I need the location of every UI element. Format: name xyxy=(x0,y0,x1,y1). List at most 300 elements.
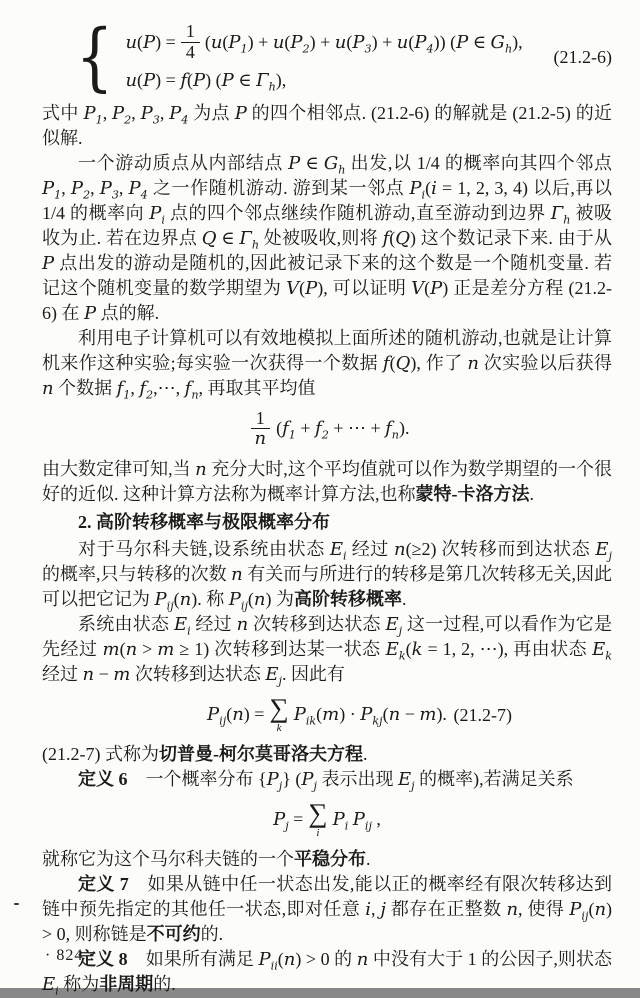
math-run: u xyxy=(334,31,347,53)
text-run: ( xyxy=(316,704,323,725)
math-subscript: h xyxy=(338,163,346,177)
math-run: n xyxy=(506,899,519,921)
math-subscript: ii xyxy=(270,959,278,973)
fraction-one-fourth xyxy=(181,22,200,63)
math-run: P xyxy=(207,704,220,726)
math-run: P xyxy=(332,809,345,831)
text-run: 就称它为这个马尔科夫链的一个 xyxy=(42,849,294,870)
text-run: 经过 xyxy=(42,664,83,685)
text-run: (21.2-7) 式称为 xyxy=(42,744,159,765)
text-run: ( xyxy=(382,704,389,725)
math-run: f xyxy=(382,352,390,374)
fraction-denominator xyxy=(250,429,272,449)
text-run: 式中 xyxy=(42,102,84,123)
math-subscript: 1 xyxy=(95,113,103,127)
math-run: n xyxy=(388,704,401,726)
math-run: n xyxy=(254,428,267,450)
fraction-one-over-n xyxy=(250,409,272,450)
text-run: ) ( xyxy=(205,69,222,90)
math-subscript: i xyxy=(55,984,59,998)
text-run: 次实验以后获得 xyxy=(478,352,613,373)
text-run: 定义 7 xyxy=(78,874,129,895)
text-run: ( xyxy=(408,31,415,52)
text-run: 处被吸收,则将 xyxy=(259,227,383,248)
math-run: E xyxy=(595,539,609,561)
math-run: m xyxy=(322,704,340,726)
paragraph-eq6-note xyxy=(42,101,612,151)
text-run: ( xyxy=(425,177,432,198)
paragraph-definition-8 xyxy=(42,947,612,997)
math-subscript: ik xyxy=(305,714,317,728)
math-run: P xyxy=(352,809,365,831)
text-run: 由大数定律可知,当 xyxy=(42,459,196,480)
text-run: 一个概率分布 { xyxy=(127,769,267,790)
math-subscript: 2 xyxy=(82,188,91,202)
math-run: n xyxy=(195,459,207,481)
math-subscript: 3 xyxy=(364,42,372,56)
math-subscript: j xyxy=(411,779,415,793)
math-run: E xyxy=(385,639,399,661)
text-run: 经过 xyxy=(190,614,237,635)
math-run: E xyxy=(592,639,606,661)
text-run: ) · xyxy=(339,704,361,725)
text-run: , xyxy=(159,102,170,123)
text-run: 利用电子计算机可以有效地模拟上面所述的随机游动,也就是让计算机来作这种实验;每实验一次获得一个数据 xyxy=(42,327,612,373)
math-run: E xyxy=(265,664,279,686)
paragraph-random-walk xyxy=(42,151,612,326)
math-subscript: h xyxy=(504,42,513,56)
text-run: 有关而与所进行的转移是第几次转移无关,因此可以把它记为 xyxy=(42,564,613,610)
text-run: ). xyxy=(436,704,447,725)
text-run: . xyxy=(362,744,368,765)
text-run: 如果所有满足 xyxy=(127,949,259,970)
math-run: n xyxy=(232,704,244,726)
math-subscript: i xyxy=(187,624,191,638)
math-subscript: j xyxy=(608,549,613,563)
equation-line-2 xyxy=(125,68,522,93)
text-run: 的. xyxy=(153,974,176,995)
text-run: 次转移到达状态 xyxy=(130,664,266,685)
summation-symbol xyxy=(269,695,288,734)
math-run: n xyxy=(253,589,266,611)
math-run: P xyxy=(112,102,125,124)
math-run: P xyxy=(288,152,301,174)
text-run: 都存在正整数 xyxy=(386,899,507,920)
math-subscript: ij xyxy=(240,599,248,613)
text-run: 2. 高阶转移概率与极限概率分布 xyxy=(78,512,330,533)
math-run: n xyxy=(594,899,607,921)
math-run: u xyxy=(125,31,138,53)
math-run: m xyxy=(419,704,437,726)
text-run: − xyxy=(400,704,420,725)
text-run: 一个游动质点从内部结点 xyxy=(78,152,289,173)
text-run: 非周期 xyxy=(99,974,154,995)
paragraph-markov-definition xyxy=(42,537,612,612)
text-run: ( xyxy=(588,899,595,920)
math-subscript: 2 xyxy=(321,428,329,442)
math-run: P xyxy=(569,899,582,921)
paragraph-definition-7 xyxy=(42,872,612,947)
math-run: m xyxy=(157,639,175,661)
text-run: 充分大时,这个平均值就可以作为数学期望的一个很好的近似. 这种计算方法称为概率计算方法,也称 xyxy=(42,459,612,505)
text-run: 作了 xyxy=(420,352,468,373)
math-run: G xyxy=(323,152,339,174)
math-run: f xyxy=(382,227,390,249)
math-run: P xyxy=(414,31,427,53)
text-run: . xyxy=(402,589,407,610)
text-run: ∈ xyxy=(300,152,324,173)
text-run: ) = xyxy=(155,31,176,52)
text-run: , xyxy=(90,177,100,198)
math-run: P xyxy=(84,302,97,324)
text-run: 为 xyxy=(271,589,294,610)
text-run: ( xyxy=(204,31,211,52)
text-run: ), xyxy=(410,352,421,373)
math-subscript: k xyxy=(398,649,406,663)
left-brace-symbol: { xyxy=(76,14,114,100)
equation-line-1 xyxy=(125,22,522,63)
text-run: , xyxy=(61,177,71,198)
text-run: + ⋯ + xyxy=(328,418,386,439)
text-run: ( xyxy=(276,418,283,439)
math-run: P xyxy=(352,31,365,53)
math-subscript: kj xyxy=(372,714,383,728)
paragraph-computer-simulation xyxy=(42,326,612,401)
text-run: 切普曼-柯尔莫哥洛夫方程 xyxy=(158,744,363,765)
math-subscript: 1 xyxy=(123,388,131,402)
math-run: i xyxy=(365,899,371,921)
text-run: ( xyxy=(389,352,396,373)
text-run: ( xyxy=(137,69,144,90)
math-run: f xyxy=(385,418,392,440)
math-run: P xyxy=(140,102,153,124)
math-expression xyxy=(205,30,523,55)
math-run: V xyxy=(286,277,300,299)
text-run: 次转移到达状态 xyxy=(248,614,386,635)
text-run: ) + xyxy=(371,31,397,52)
math-run: P xyxy=(456,31,469,53)
text-run: > xyxy=(137,639,158,660)
text-run: ) xyxy=(410,227,417,248)
math-subscript: h xyxy=(563,213,571,227)
math-subscript: n xyxy=(391,428,399,442)
math-run: P xyxy=(193,69,206,91)
equation-number: (21.2-7) xyxy=(453,704,512,725)
fraction-denominator xyxy=(181,43,200,63)
text-run: − xyxy=(94,664,114,685)
paragraph-chapman-kolmogorov xyxy=(42,742,612,767)
text-run: 这一过程,可以看作为它是先经过 xyxy=(42,614,613,660)
text-run: ( xyxy=(284,31,291,52)
math-expression xyxy=(273,807,303,832)
math-run: f xyxy=(139,377,147,399)
math-run: G xyxy=(490,31,505,53)
text-run: 被吸收为止. 若在边界点 xyxy=(42,202,612,248)
math-run: P xyxy=(143,69,156,91)
text-run: 的概率),若满足关系 xyxy=(414,769,574,790)
math-run: P xyxy=(234,102,247,124)
math-subscript: k xyxy=(605,649,612,663)
text-run: 系统由状态 xyxy=(78,614,174,635)
text-run: 1 xyxy=(255,407,265,428)
text-run: )) ( xyxy=(433,31,457,52)
math-run: P xyxy=(42,252,55,274)
math-run: P xyxy=(228,31,241,53)
math-run: E xyxy=(42,974,56,996)
math-run: E xyxy=(385,614,399,636)
math-subscript: j xyxy=(313,779,317,793)
math-run: Q xyxy=(395,352,411,374)
equation-21-2-7 xyxy=(42,695,612,734)
text-run: ) xyxy=(265,589,272,610)
math-expression xyxy=(276,416,409,441)
math-subscript: 4 xyxy=(140,188,148,202)
text-run: ) + xyxy=(309,31,335,52)
math-run: n xyxy=(236,614,249,636)
text-run: 的. xyxy=(200,924,224,945)
math-run: P xyxy=(42,177,55,199)
section-heading-2 xyxy=(42,510,612,535)
math-run: f xyxy=(184,377,192,399)
math-subscript: n xyxy=(191,388,199,402)
text-run: ( xyxy=(277,949,284,970)
text-run: 则称链是 xyxy=(70,924,147,945)
text-run: . 因此有 xyxy=(281,664,345,685)
text-run: ( xyxy=(137,31,144,52)
text-run: ), xyxy=(317,277,328,298)
text-run: ) + xyxy=(247,31,273,52)
text-run: ( xyxy=(299,277,306,298)
text-run: ,⋯, xyxy=(153,377,185,398)
text-run: 平稳分布 xyxy=(294,849,366,870)
math-run: n xyxy=(283,949,296,971)
math-subscript: 1 xyxy=(54,188,62,202)
math-run: m xyxy=(102,639,120,661)
text-run: , 再取其平均值 xyxy=(198,377,316,398)
text-run: . xyxy=(366,849,371,870)
math-subscript: j xyxy=(278,779,283,793)
math-run: Γ xyxy=(256,69,269,91)
math-expression xyxy=(294,702,447,727)
sigma-glyph: ∑ xyxy=(269,693,289,724)
text-run: = 1, 2, 3, 4) 以后,再以 1/4 的概率向 xyxy=(42,177,613,223)
math-run: n xyxy=(231,564,243,586)
text-run: 定义 6 xyxy=(78,769,128,790)
math-subscript: 4 xyxy=(181,113,189,127)
text-run: 的四个相邻点. (21.2-6) 的解就是 (21.2-5) 的近似解. xyxy=(42,102,613,148)
text-run: 的概率,只与转移的次数 xyxy=(42,564,232,585)
text-run: 点的四个邻点继续作随机游动,直至游动到边界 xyxy=(164,202,551,223)
math-expression xyxy=(333,807,381,832)
text-run: ) = xyxy=(243,704,265,725)
math-run: P xyxy=(228,589,241,611)
paragraph-stationary-note xyxy=(42,847,612,872)
math-subscript: i xyxy=(343,549,347,563)
math-run: E xyxy=(397,769,412,791)
text-run: ∈ xyxy=(468,31,491,52)
text-run: 个数据 xyxy=(53,377,117,398)
sigma-glyph: ∑ xyxy=(308,798,328,829)
math-run: P xyxy=(290,31,303,53)
text-run: 表示出现 xyxy=(316,769,398,790)
math-subscript: i xyxy=(421,188,426,202)
text-run: 如果从链中任一状态出发,能以正的概率经有限次转移达到链中预先指定的其他任一状态,即对任意 xyxy=(42,874,613,920)
math-run: u xyxy=(125,69,138,91)
text-run: 定义 8 xyxy=(78,949,128,970)
text-run: ( xyxy=(247,589,254,610)
math-run: n xyxy=(356,949,369,971)
math-run: P xyxy=(266,769,279,791)
math-run: m xyxy=(113,664,131,686)
math-subscript: j xyxy=(278,674,282,688)
math-run: f xyxy=(116,377,124,399)
text-run: 为点 xyxy=(188,102,235,123)
text-run: ∈ xyxy=(216,227,240,248)
text-run: = 1, 2, ⋯), 再由状态 xyxy=(422,639,593,660)
math-run: P xyxy=(128,177,141,199)
paragraph-definition-6 xyxy=(42,767,612,792)
math-run: n xyxy=(82,664,95,686)
text-run: ). xyxy=(191,589,202,610)
math-run: E xyxy=(329,539,344,561)
math-run: Q xyxy=(395,227,411,249)
math-run: P xyxy=(258,949,271,971)
math-subscript: j xyxy=(398,624,403,638)
text-run: , xyxy=(370,899,381,920)
equation-stationary-distribution xyxy=(42,800,612,839)
math-run: n xyxy=(125,639,138,661)
math-subscript: 1 xyxy=(288,428,296,442)
text-run: 的 xyxy=(329,949,357,970)
text-run: ( xyxy=(389,227,396,248)
text-run: ) = xyxy=(155,69,181,90)
math-run: E xyxy=(173,614,188,636)
math-run: f xyxy=(180,69,187,91)
math-subscript: 3 xyxy=(111,188,119,202)
text-run: 蒙特-卡洛方法 xyxy=(415,484,530,505)
math-run: k xyxy=(411,639,423,661)
math-run: P xyxy=(169,102,182,124)
math-run: P xyxy=(305,277,318,299)
math-run: P xyxy=(409,177,422,199)
summation-index: k xyxy=(276,722,282,735)
math-run: n xyxy=(42,377,54,399)
scan-speck xyxy=(14,903,19,905)
math-subscript: h xyxy=(251,238,260,252)
page-number: · 824 · xyxy=(45,947,95,964)
math-subscript: i xyxy=(161,213,165,227)
math-run: u xyxy=(272,31,285,53)
text-run: ( xyxy=(226,704,233,725)
text-run: , xyxy=(131,102,141,123)
math-run: P xyxy=(360,704,373,726)
text-run: ) > 0 xyxy=(295,949,330,970)
text-run: 这个数记录下来. 由于从 xyxy=(416,227,613,248)
text-run: 称为 xyxy=(58,974,100,995)
text-run: ( xyxy=(346,31,353,52)
math-run: Γ xyxy=(550,202,564,224)
text-run: ( xyxy=(405,639,412,660)
text-run: + xyxy=(295,418,316,439)
math-run: n xyxy=(467,352,479,374)
text-run: 点的解. xyxy=(96,302,160,323)
text-run: ( xyxy=(222,31,229,52)
math-subscript: j xyxy=(285,819,289,833)
text-run: 称 xyxy=(201,589,229,610)
equation-lines xyxy=(125,22,522,93)
text-run: ∈ xyxy=(233,69,257,90)
text-run: ( xyxy=(119,639,126,660)
text-run: 之一作随机游动. 游到某一邻点 xyxy=(147,177,410,198)
text-run: , xyxy=(130,377,140,398)
summation-index: i xyxy=(316,827,320,840)
math-subscript: ij xyxy=(364,819,372,833)
math-subscript: 3 xyxy=(152,113,160,127)
math-run: P xyxy=(143,31,156,53)
text-run: ( xyxy=(173,589,180,610)
text-run: 经过 xyxy=(346,539,394,560)
math-run: P xyxy=(70,177,83,199)
text-run: , xyxy=(371,809,381,830)
math-run: n xyxy=(394,539,406,561)
math-subscript: i xyxy=(344,819,349,833)
text-run: . xyxy=(529,484,534,505)
text-run: ) > 0, xyxy=(42,899,613,945)
text-run: 正是差分方程 (21.2-6) 在 xyxy=(42,277,612,323)
math-run: P xyxy=(154,589,167,611)
fraction-numerator xyxy=(181,22,200,43)
math-run: u xyxy=(210,31,223,53)
math-run: P xyxy=(149,202,162,224)
text-run: ( xyxy=(424,277,431,298)
math-expression xyxy=(207,702,264,727)
math-run: P xyxy=(99,177,112,199)
math-expression xyxy=(125,30,175,55)
math-run: P xyxy=(83,102,96,124)
math-run: P xyxy=(301,769,314,791)
text-run: 1 xyxy=(185,21,195,41)
text-run: 对于马尔科夫链,设系统由状态 xyxy=(78,539,330,560)
text-run: ( xyxy=(187,69,193,90)
equation-mean-value xyxy=(42,409,612,450)
text-run: 4 xyxy=(185,41,195,62)
math-run: n xyxy=(179,589,192,611)
math-subscript: 2 xyxy=(124,113,132,127)
math-subscript: h xyxy=(268,80,276,94)
math-run: u xyxy=(396,31,409,53)
text-run: = xyxy=(288,809,304,830)
text-run: , 使得 xyxy=(518,899,570,920)
math-subscript: ij xyxy=(166,599,174,613)
text-run: 可以证明 xyxy=(327,277,412,298)
paragraph-law-of-large-numbers xyxy=(42,457,612,507)
math-run: P xyxy=(221,69,234,91)
math-subscript: 4 xyxy=(426,42,434,56)
math-run: f xyxy=(315,418,322,440)
text-run: 高阶转移概率 xyxy=(294,589,402,610)
text-run: , xyxy=(102,102,113,123)
math-subscript: 2 xyxy=(146,388,154,402)
math-subscript: 1 xyxy=(240,42,248,56)
text-run: ), xyxy=(512,31,523,52)
text-run: 出发,以 1/4 的概率向其四个邻点 xyxy=(345,152,613,173)
math-run: f xyxy=(282,418,289,440)
math-run: Q xyxy=(201,227,217,249)
text-run: ) xyxy=(442,277,449,298)
math-subscript: 2 xyxy=(302,42,310,56)
summation-symbol xyxy=(308,800,327,839)
math-run: P xyxy=(293,704,306,726)
